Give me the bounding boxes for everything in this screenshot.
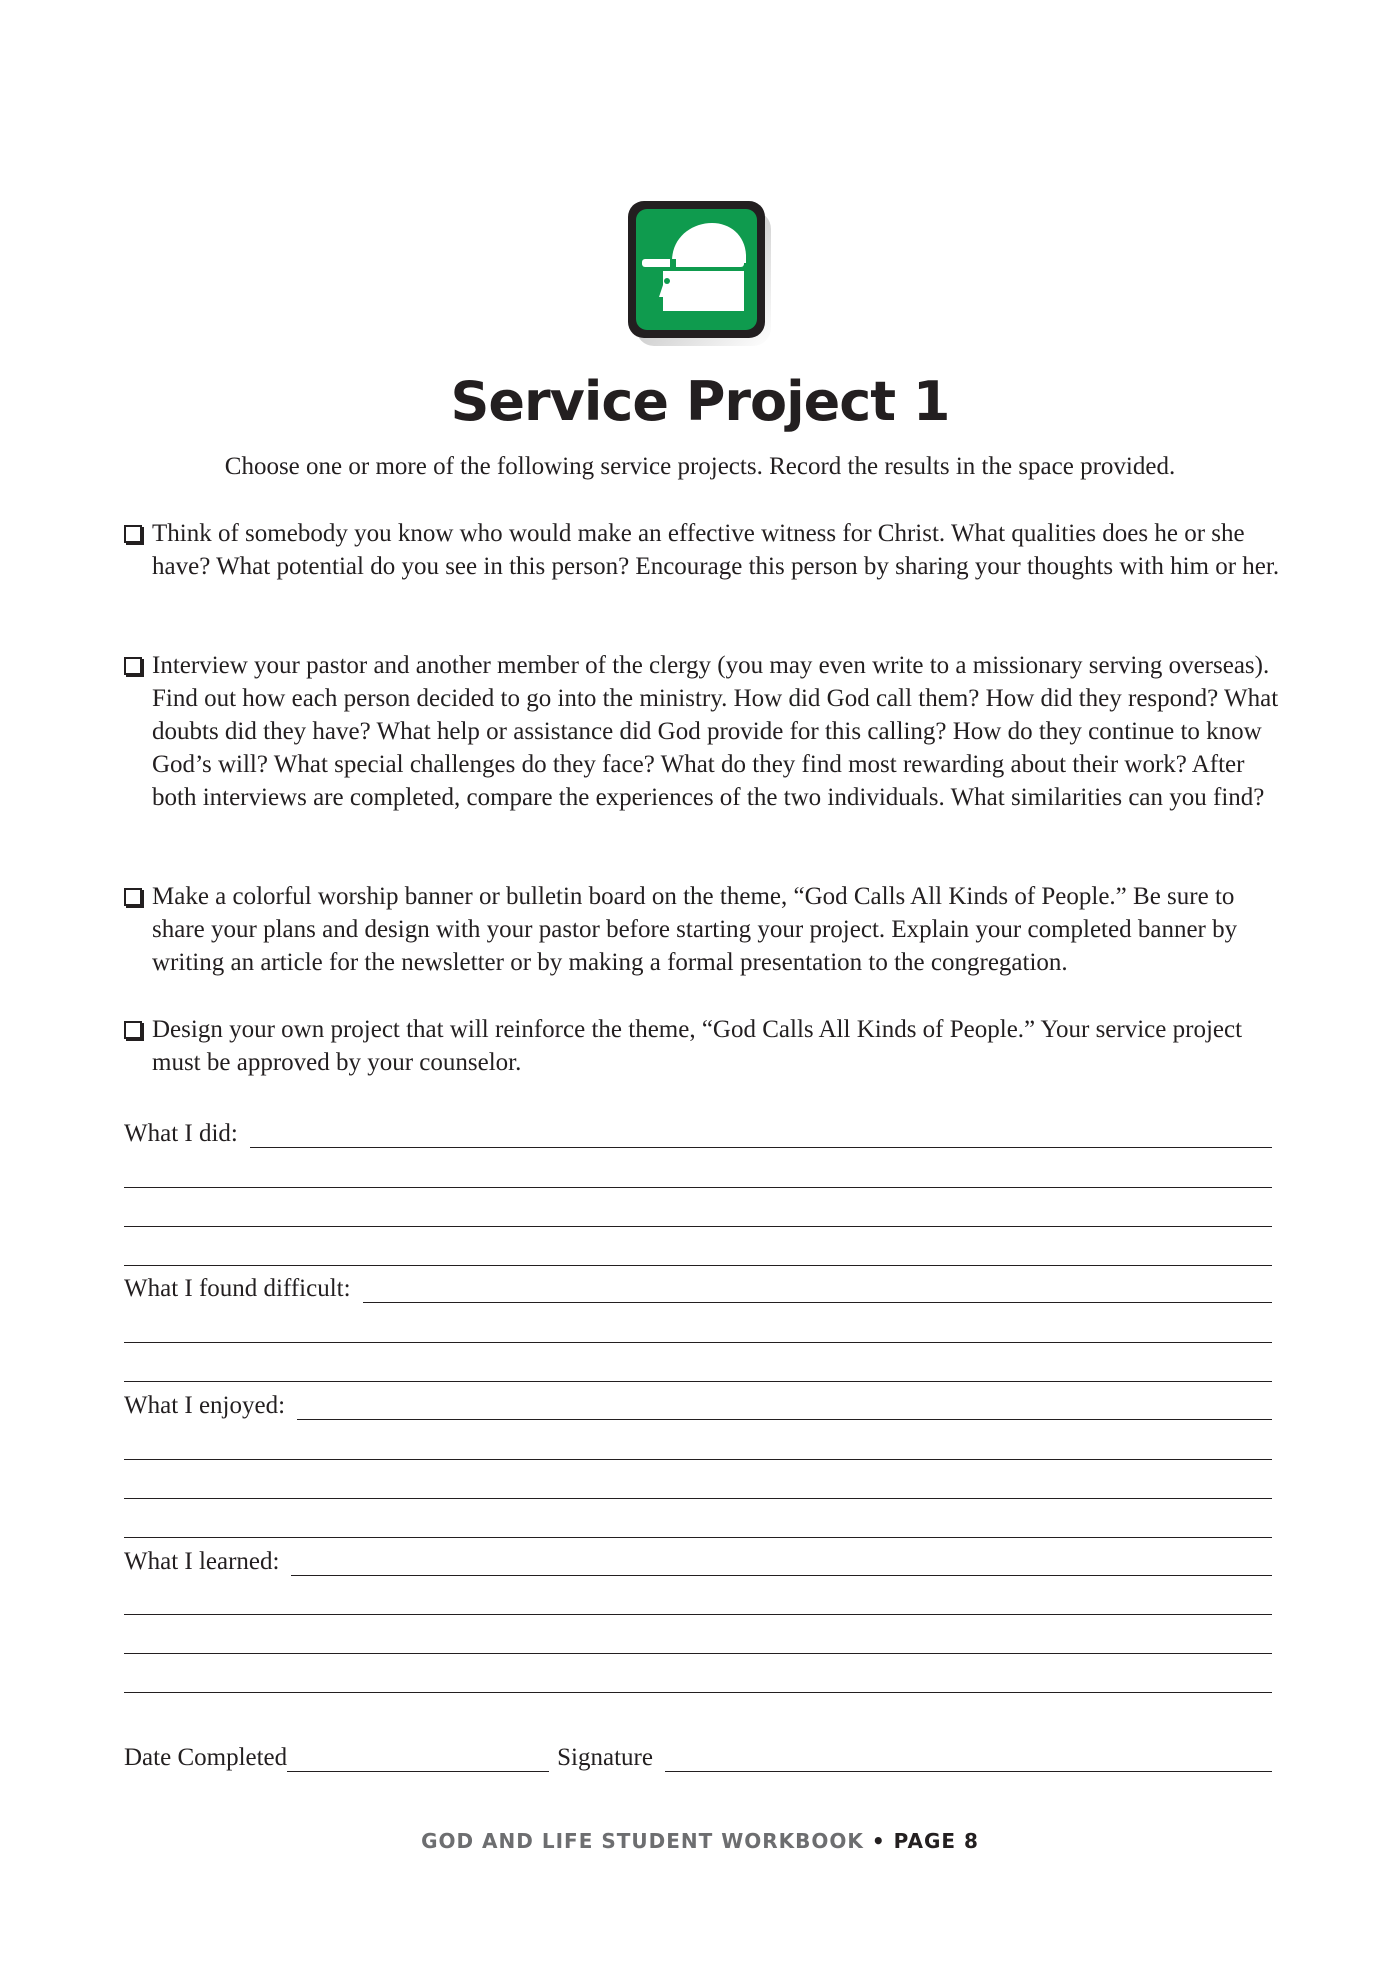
answer-line[interactable] — [250, 1119, 1272, 1148]
answer-line[interactable] — [124, 1498, 1272, 1499]
answer-line[interactable] — [124, 1226, 1272, 1227]
checkbox[interactable] — [124, 888, 142, 906]
answer-line[interactable] — [124, 1381, 1272, 1382]
signature-line[interactable] — [665, 1743, 1272, 1772]
field-label: What I learned: — [124, 1548, 280, 1575]
field-label: What I enjoyed: — [124, 1392, 286, 1419]
option-text: Make a colorful worship banner or bulletin board on the theme, “God Calls All Kinds of People.” Be sure to share your plans and design with your pastor before starting your project. Explain your completed banner by writing an article for the newsletter or by making a formal presentation to the congregation. — [152, 883, 1238, 976]
answer-line[interactable] — [124, 1459, 1272, 1460]
answer-line[interactable] — [124, 1342, 1272, 1343]
project-option-1 — [124, 517, 1284, 583]
signature-label: Signature — [557, 1744, 653, 1771]
date-signature-row — [124, 1740, 1272, 1772]
page-footer — [0, 1829, 1400, 1853]
date-completed-label: Date Completed — [124, 1744, 288, 1771]
answer-line[interactable] — [291, 1547, 1272, 1576]
answer-line[interactable] — [124, 1265, 1272, 1266]
answer-line[interactable] — [124, 1692, 1272, 1693]
answer-line[interactable] — [297, 1391, 1272, 1420]
option-text: Design your own project that will reinforce the theme, “God Calls All Kinds of People.” Your service project must be approved by your counselor. — [152, 1016, 1243, 1076]
answer-line[interactable] — [363, 1274, 1272, 1303]
option-text: Interview your pastor and another member of the clergy (you may even write to a missionary serving overseas). Find out how each person decided to go into the ministry. How did God call them? How did they respond? What doubts did they have? What help or assistance did God provide for this calling? How do they continue to know God’s will? What special challenges do they face? What do they find most rewarding about their work? After both interviews are completed, compare the experiences of the two individuals. What similarities can you find? — [152, 652, 1279, 811]
option-text: Think of somebody you know who would make an effective witness for Christ. What qualities does he or she have? What potential do you see in this person? Encourage this person by sharing your thoughts with him or her. — [152, 520, 1280, 580]
what-i-enjoyed-field — [124, 1390, 1272, 1420]
checkbox[interactable] — [124, 657, 142, 675]
answer-line[interactable] — [124, 1653, 1272, 1654]
footer-separator: • — [863, 1829, 894, 1853]
field-label: What I found difficult: — [124, 1275, 351, 1302]
checkbox[interactable] — [124, 525, 142, 543]
answer-line[interactable] — [124, 1614, 1272, 1615]
hard-hat-worker-icon — [626, 199, 773, 346]
answer-line[interactable] — [124, 1537, 1272, 1538]
footer-book-title: GOD AND LIFE STUDENT WORKBOOK — [421, 1829, 864, 1853]
answer-line[interactable] — [124, 1187, 1272, 1188]
page-title: Service Project 1 — [450, 370, 950, 433]
intro-text: Choose one or more of the following service projects. Record the results in the space provided. — [224, 453, 1176, 480]
project-option-2 — [124, 649, 1284, 814]
what-i-learned-field — [124, 1546, 1272, 1576]
project-option-3 — [124, 880, 1284, 979]
date-completed-line[interactable] — [287, 1743, 549, 1772]
what-i-found-difficult-field — [124, 1273, 1272, 1303]
what-i-did-field — [124, 1118, 1272, 1148]
field-label: What I did: — [124, 1120, 238, 1147]
checkbox[interactable] — [124, 1021, 142, 1039]
project-option-4 — [124, 1013, 1284, 1079]
footer-page-number: PAGE 8 — [893, 1829, 979, 1853]
